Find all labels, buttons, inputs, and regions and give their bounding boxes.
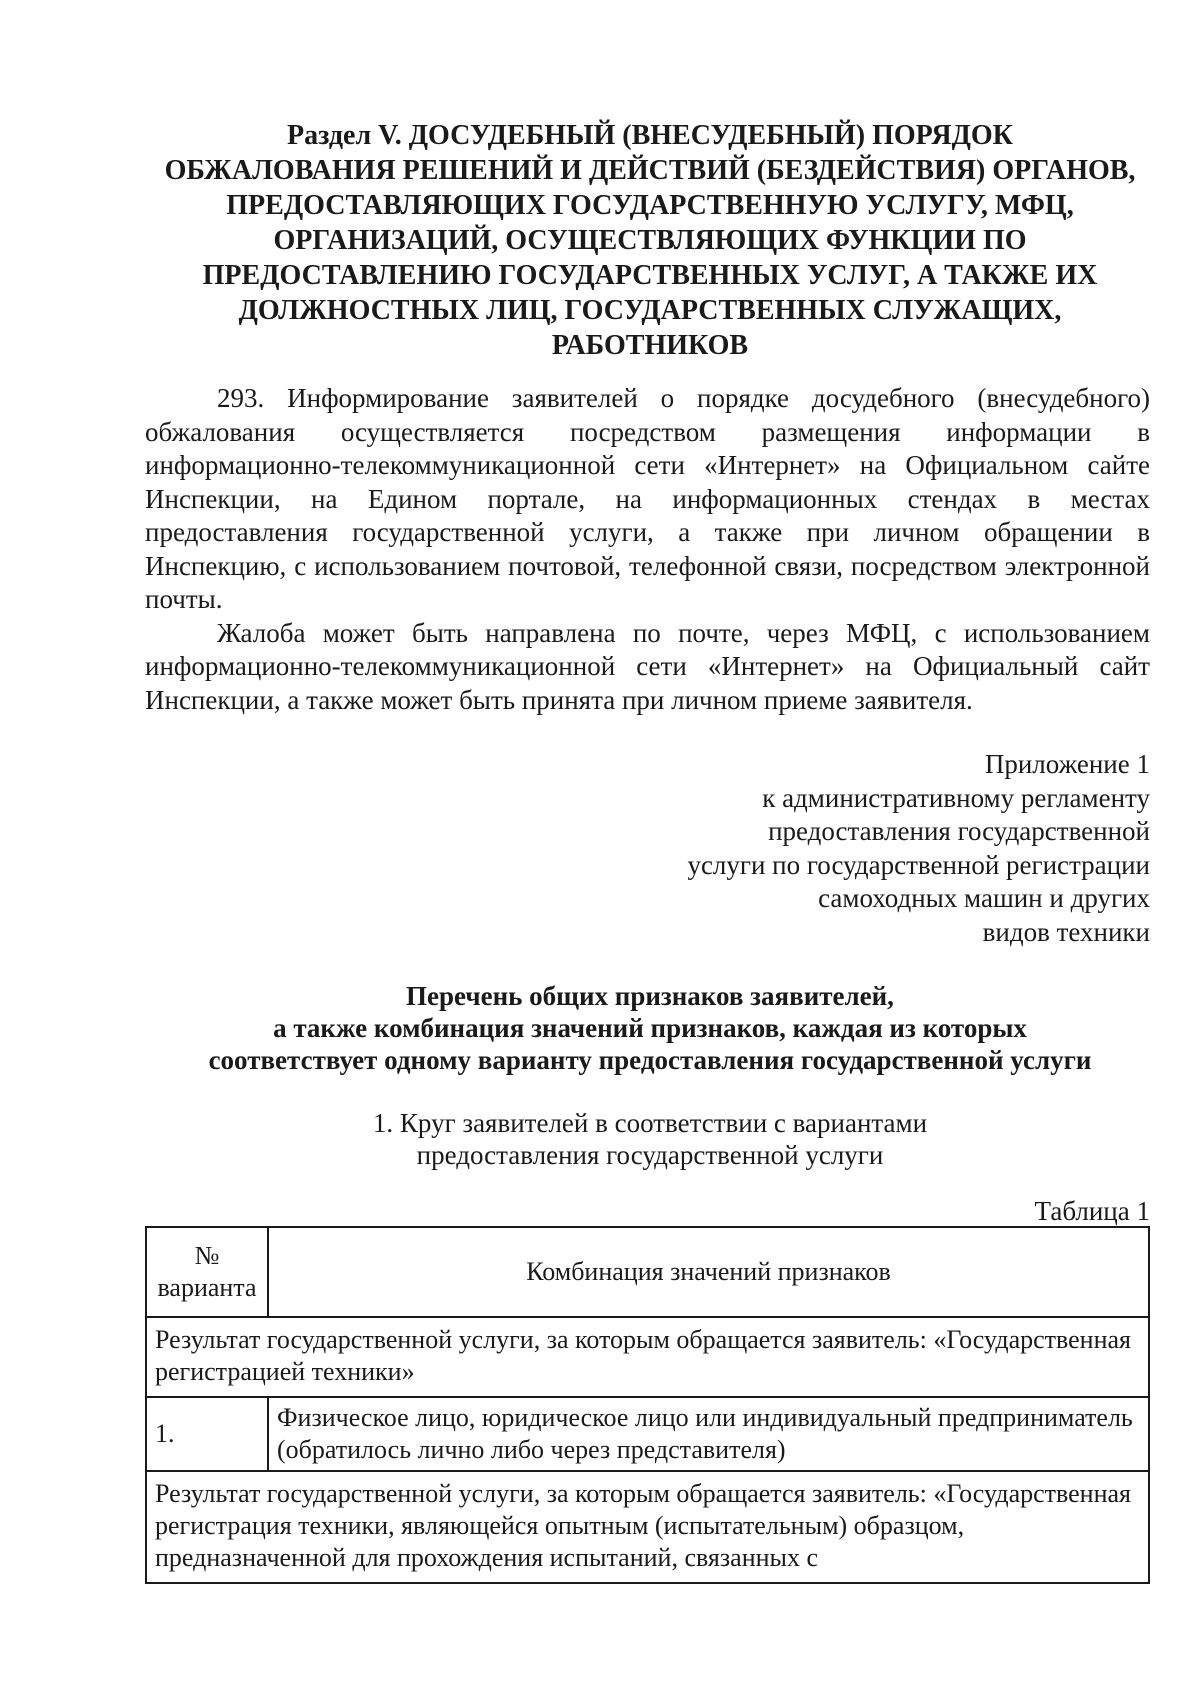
appendix-line: к административному регламенту	[762, 782, 1150, 813]
section-title-line: ОРГАНИЗАЦИЙ, ОСУЩЕСТВЛЯЮЩИХ ФУНКЦИИ ПО	[273, 225, 1027, 256]
section-title-line: ПРЕДОСТАВЛЯЮЩИХ ГОСУДАРСТВЕННУЮ УСЛУГУ, МФЦ,	[226, 190, 1074, 221]
paragraph-complaint: Жалоба может быть направлена по почте, через МФЦ, с использованием информационно-телекоммуникационной сети «Интернет» на Официальный сайт Инспекции, а также может быть принята при личном приеме заявителя.	[145, 617, 1150, 715]
section-title-line: ДОЛЖНОСТНЫХ ЛИЦ, ГОСУДАРСТВЕННЫХ СЛУЖАЩИХ,	[238, 295, 1062, 326]
paragraph-293: 293. Информирование заявителей о порядке досудебного (внесудебного) обжалования осуществляется посредством размещения информации в информационно-телекоммуникационной сети «Интернет» на Официальном сайте Инспекции, на Едином портале, на информационных стендах в местах предоставления государственной услуги, а также при личном обращении в Инспекцию, с использованием почтовой, телефонной связи, посредством электронной почты.	[145, 383, 1150, 614]
header-combination: Комбинация значений признаков	[268, 1227, 1149, 1317]
header-variant-number	[146, 1227, 268, 1317]
table-label: Таблица 1	[1034, 1196, 1150, 1226]
list-title-line: соответствует одному варианту предоставления государственной услуги	[208, 1045, 1092, 1075]
section-title-line: РАБОТНИКОВ	[551, 330, 749, 361]
result-row: Результат государственной услуги, за которым обращается заявитель: «Государственная регистрацией техники»	[146, 1317, 1149, 1397]
header-num-label: варианта	[157, 1273, 257, 1302]
section-title	[150, 118, 1150, 363]
list-title	[150, 980, 1150, 1076]
subsection-title-line: предоставления государственной услуги	[416, 1140, 884, 1170]
appendix-reference	[687, 748, 1150, 949]
table-header-row	[146, 1227, 1149, 1317]
table-row	[146, 1471, 1149, 1583]
section-title-line: Раздел V. ДОСУДЕБНЫЙ (ВНЕСУДЕБНЫЙ) ПОРЯДОК	[287, 120, 1013, 151]
body-text	[145, 382, 1150, 717]
appendix-line: предоставления государственной	[768, 816, 1150, 846]
section-title-line: ОБЖАЛОВАНИЯ РЕШЕНИЙ И ДЕЙСТВИЙ (БЕЗДЕЙСТВИЯ) ОРГАНОВ,	[164, 155, 1136, 186]
subsection-title	[150, 1107, 1150, 1171]
section-title-line: ПРЕДОСТАВЛЕНИЮ ГОСУДАРСТВЕННЫХ УСЛУГ, А ТАКЖЕ ИХ	[202, 260, 1098, 291]
table-row	[146, 1317, 1149, 1397]
table-row	[146, 1397, 1149, 1471]
header-num-sign: №	[194, 1241, 220, 1270]
result-row: Результат государственной услуги, за которым обращается заявитель: «Государственная регистрация техники, являющейся опытным (испытательным) образцом, предназначенной для прохождения испытаний, связанных с	[146, 1471, 1149, 1583]
appendix-line: самоходных машин и других	[818, 883, 1150, 913]
subsection-title-line: 1. Круг заявителей в соответствии с вариантами	[372, 1108, 928, 1138]
appendix-line: Приложение 1	[984, 749, 1150, 779]
list-title-line: а также комбинация значений признаков, каждая из которых	[273, 1013, 1027, 1043]
list-title-line: Перечень общих признаков заявителей,	[406, 981, 894, 1011]
appendix-line: услуги по государственной регистрации	[687, 849, 1150, 880]
variants-table	[145, 1226, 1150, 1584]
variant-text-cell: Физическое лицо, юридическое лицо или индивидуальный предприниматель (обратилось лично либо через представителя)	[268, 1397, 1149, 1471]
appendix-line: видов техники	[982, 916, 1150, 947]
variant-number-cell: 1.	[146, 1397, 268, 1471]
